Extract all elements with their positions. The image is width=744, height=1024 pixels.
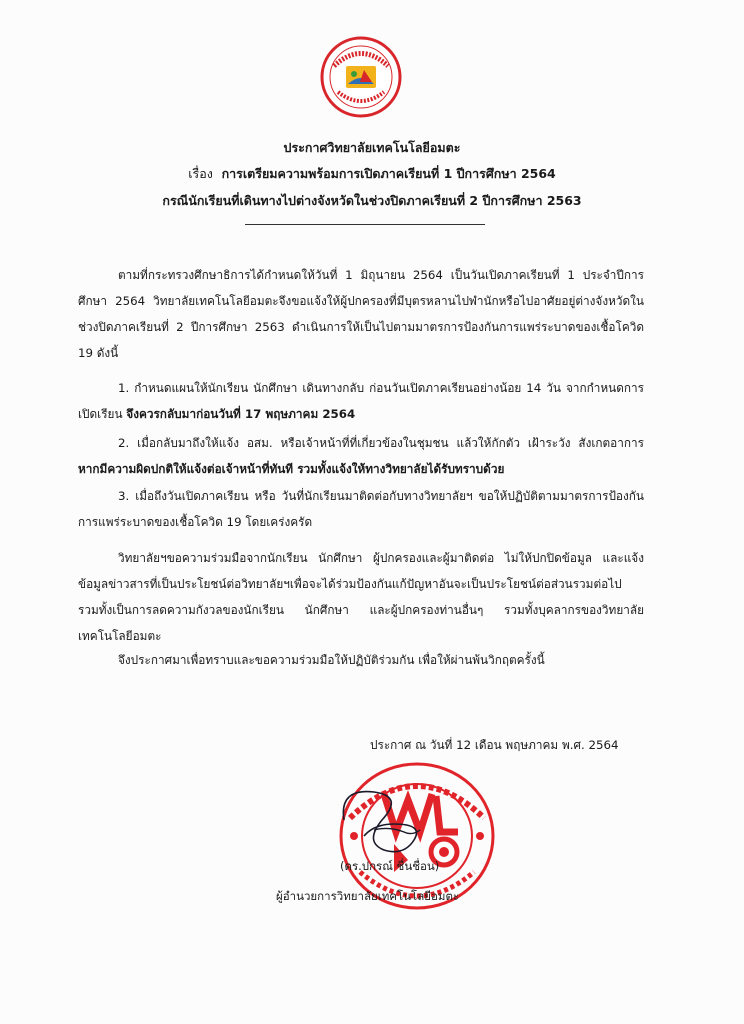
signature-mark <box>334 780 434 860</box>
subject-line-1 <box>0 164 744 184</box>
subject-label: เรื่อง <box>188 166 213 181</box>
intro-paragraph: ตามที่กระทรวงศึกษาธิการได้กำหนดให้วันที่ 1 มิถุนายน 2564 เป็นวันเปิดภาคเรียนที่ 1 ประจำปีการศึกษา 2564 วิทยาลัยเทคโนโลยีอมตะจึงขอแจ้งให้ผู้ปกครองที่มีบุตรหลานไปพำนักหรือไปอาศัยอยู่ต่างจังหวัดในช่วงปิดภาคเรียนที่ 2 ปีการศึกษา 2563 ดำเนินการให้เป็นไปตามมาตรการป้องกันการแพร่ระบาดของเชื้อโควิด 19 ดังนี้ <box>78 268 644 360</box>
item-1 <box>78 375 644 427</box>
divider <box>245 224 485 225</box>
item-2 <box>78 430 644 482</box>
item-1-bold: จึงควรกลับมาก่อนวันที่ 17 พฤษภาคม 2564 <box>126 407 356 421</box>
signer-position: ผู้อำนวยการวิทยาลัยเทคโนโลยีอมตะ <box>276 889 460 903</box>
item-2-bold: หากมีความผิดปกติให้แจ้งต่อเจ้าหน้าที่ทันที รวมทั้งแจ้งให้ทางวิทยาลัยได้รับทราบด้วย <box>78 462 505 476</box>
item-1-text: 1. กำหนดแผนให้นักเรียน นักศึกษา เดินทางกลับ ก่อนวันเปิดภาคเรียนอย่างน้อย 14 วัน จากกำหนดการเปิดเรียน <box>78 381 644 421</box>
subject-line-2: กรณีนักเรียนที่เดินทางไปต่างจังหวัดในช่วงปิดภาคเรียนที่ 2 ปีการศึกษา 2563 <box>162 193 582 208</box>
cooperation-paragraph: วิทยาลัยฯขอความร่วมมือจากนักเรียน นักศึกษา ผู้ปกครองและผู้มาติดต่อ ไม่ให้ปกปิดข้อมูล และแจ้งข้อมูลข่าวสารที่เป็นประโยชน์ต่อวิทยาลัยฯเพื่อจะได้ร่วมป้องกันแก้ปัญหาอันจะเป็นประโยชน์ต่อส่วนรวมต่อไป รวมทั้งเป็นการลดความกังวลของนักเรียน นักศึกษา และผู้ปกครองท่านอื่นๆ รวมทั้งบุคลากรของวิทยาลัยเทคโนโลยีอมตะ <box>78 551 644 643</box>
item-2-text: 2. เมื่อกลับมาถึงให้แจ้ง อสม. หรือเจ้าหน้าที่ที่เกี่ยวข้องในชุมชน แล้วให้กักตัว เฝ้าระวัง สังเกตอาการ <box>118 436 644 450</box>
closing-paragraph: จึงประกาศมาเพื่อทราบและขอความร่วมมือให้ปฏิบัติร่วมกัน เพื่อให้ผ่านพ้นวิกฤตครั้งนี้ <box>118 653 545 667</box>
item-3: 3. เมื่อถึงวันเปิดภาคเรียน หรือ วันที่นักเรียนมาติดต่อกับทางวิทยาลัยฯ ขอให้ปฏิบัติตามมาตรการป้องกันการแพร่ระบาดของเชื้อโควิด 19 โดยเคร่งครัด <box>78 489 644 529</box>
college-emblem-icon <box>320 36 402 118</box>
announcement-date: ประกาศ ณ วันที่ 12 เดือน พฤษภาคม พ.ศ. 2564 <box>370 738 619 752</box>
page-title: ประกาศวิทยาลัยเทคโนโลยีอมตะ <box>283 140 461 155</box>
signer-name: (ดร.ปกรณ์ ชื่นชื่อน) <box>340 859 440 873</box>
subject-text: การเตรียมความพร้อมการเปิดภาคเรียนที่ 1 ปีการศึกษา 2564 <box>221 166 556 181</box>
